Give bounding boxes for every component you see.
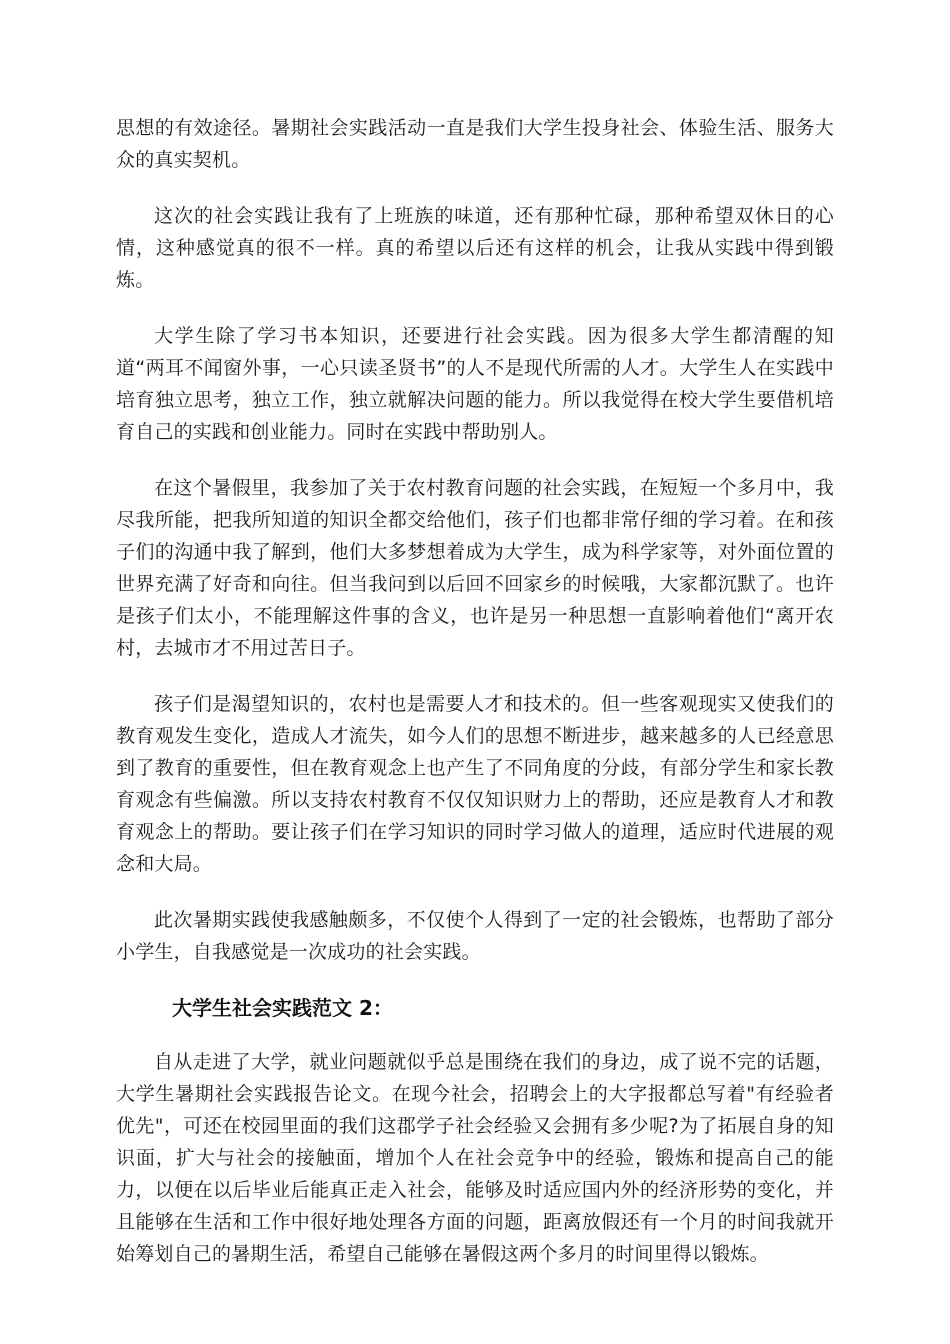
paragraph-summary: 此次暑期实践使我感触颇多，不仅使个人得到了一定的社会锻炼，也帮助了部分小学生，自我感觉是一次成功的社会实践。 bbox=[116, 909, 834, 963]
section-heading: 大学生社会实践范文 2： bbox=[172, 996, 393, 1020]
paragraph-continuation: 思想的有效途径。暑期社会实践活动一直是我们大学生投身社会、体验生活、服务大众的真实契机。 bbox=[116, 117, 834, 171]
paragraph-rural-education: 在这个暑假里，我参加了关于农村教育问题的社会实践，在短短一个多月中，我尽我所能，把我所知道的知识全都交给他们，孩子们也都非常仔细的学习着。在和孩子们的沟通中我了解到，他们大多梦想着成为大学生，成为科学家等，对外面位置的世界充满了好奇和向往。但当我问到以后回不回家乡的时候哦，大家都沉默了。也许是孩子们太小，不能理解这件事的含义，也许是另一种思想一直影响着他们“离开农村，去城市才不用过苦日子。 bbox=[116, 477, 834, 659]
paragraph-social-practice: 大学生除了学习书本知识，还要进行社会实践。因为很多大学生都清醒的知道“两耳不闻窗外事，一心只读圣贤书”的人不是现代所需的人才。大学生人在实践中培育独立思考，独立工作，独立就解决问题的能力。所以我觉得在校大学生要借机培育自己的实践和创业能力。同时在实践中帮助别人。 bbox=[116, 325, 834, 443]
paragraph-sample-two: 自从走进了大学，就业问题就似乎总是围绕在我们的身边，成了说不完的话题，大学生暑期社会实践报告论文。在现今社会，招聘会上的大字报都总写着"有经验者优先"，可还在校园里面的我们这郡学子社会经验又会拥有多少呢?为了拓展自身的知识面，扩大与社会的接触面，增加个人在社会竞争中的经验，锻炼和提高自己的能力，以便在以后毕业后能真正走入社会，能够及时适应国内外的经济形势的变化，并且能够在生活和工作中很好地处理各方面的问题，距离放假还有一个月的时间我就开始筹划自己的暑期生活，希望自己能够在暑假这两个多月的时间里得以锻炼。 bbox=[116, 1051, 834, 1265]
paragraph-children-knowledge: 孩子们是渴望知识的，农村也是需要人才和技术的。但一些客观现实又使我们的教育观发生变化，造成人才流失，如今人们的思想不断进步，越来越多的人已经意思到了教育的重要性，但在教育观念上也产生了不同角度的分歧，有部分学生和家长教育观念有些偏激。所以支持农村教育不仅仅知识财力上的帮助，还应是教育人才和教育观念上的帮助。要让孩子们在学习知识的同时学习做人的道理，适应时代进展的观念和大局。 bbox=[116, 693, 834, 875]
document-page bbox=[116, 112, 834, 1294]
paragraph-office-experience: 这次的社会实践让我有了上班族的味道，还有那种忙碌，那种希望双休日的心情，这种感觉真的很不一样。真的希望以后还有这样的机会，让我从实践中得到锻炼。 bbox=[116, 205, 834, 291]
